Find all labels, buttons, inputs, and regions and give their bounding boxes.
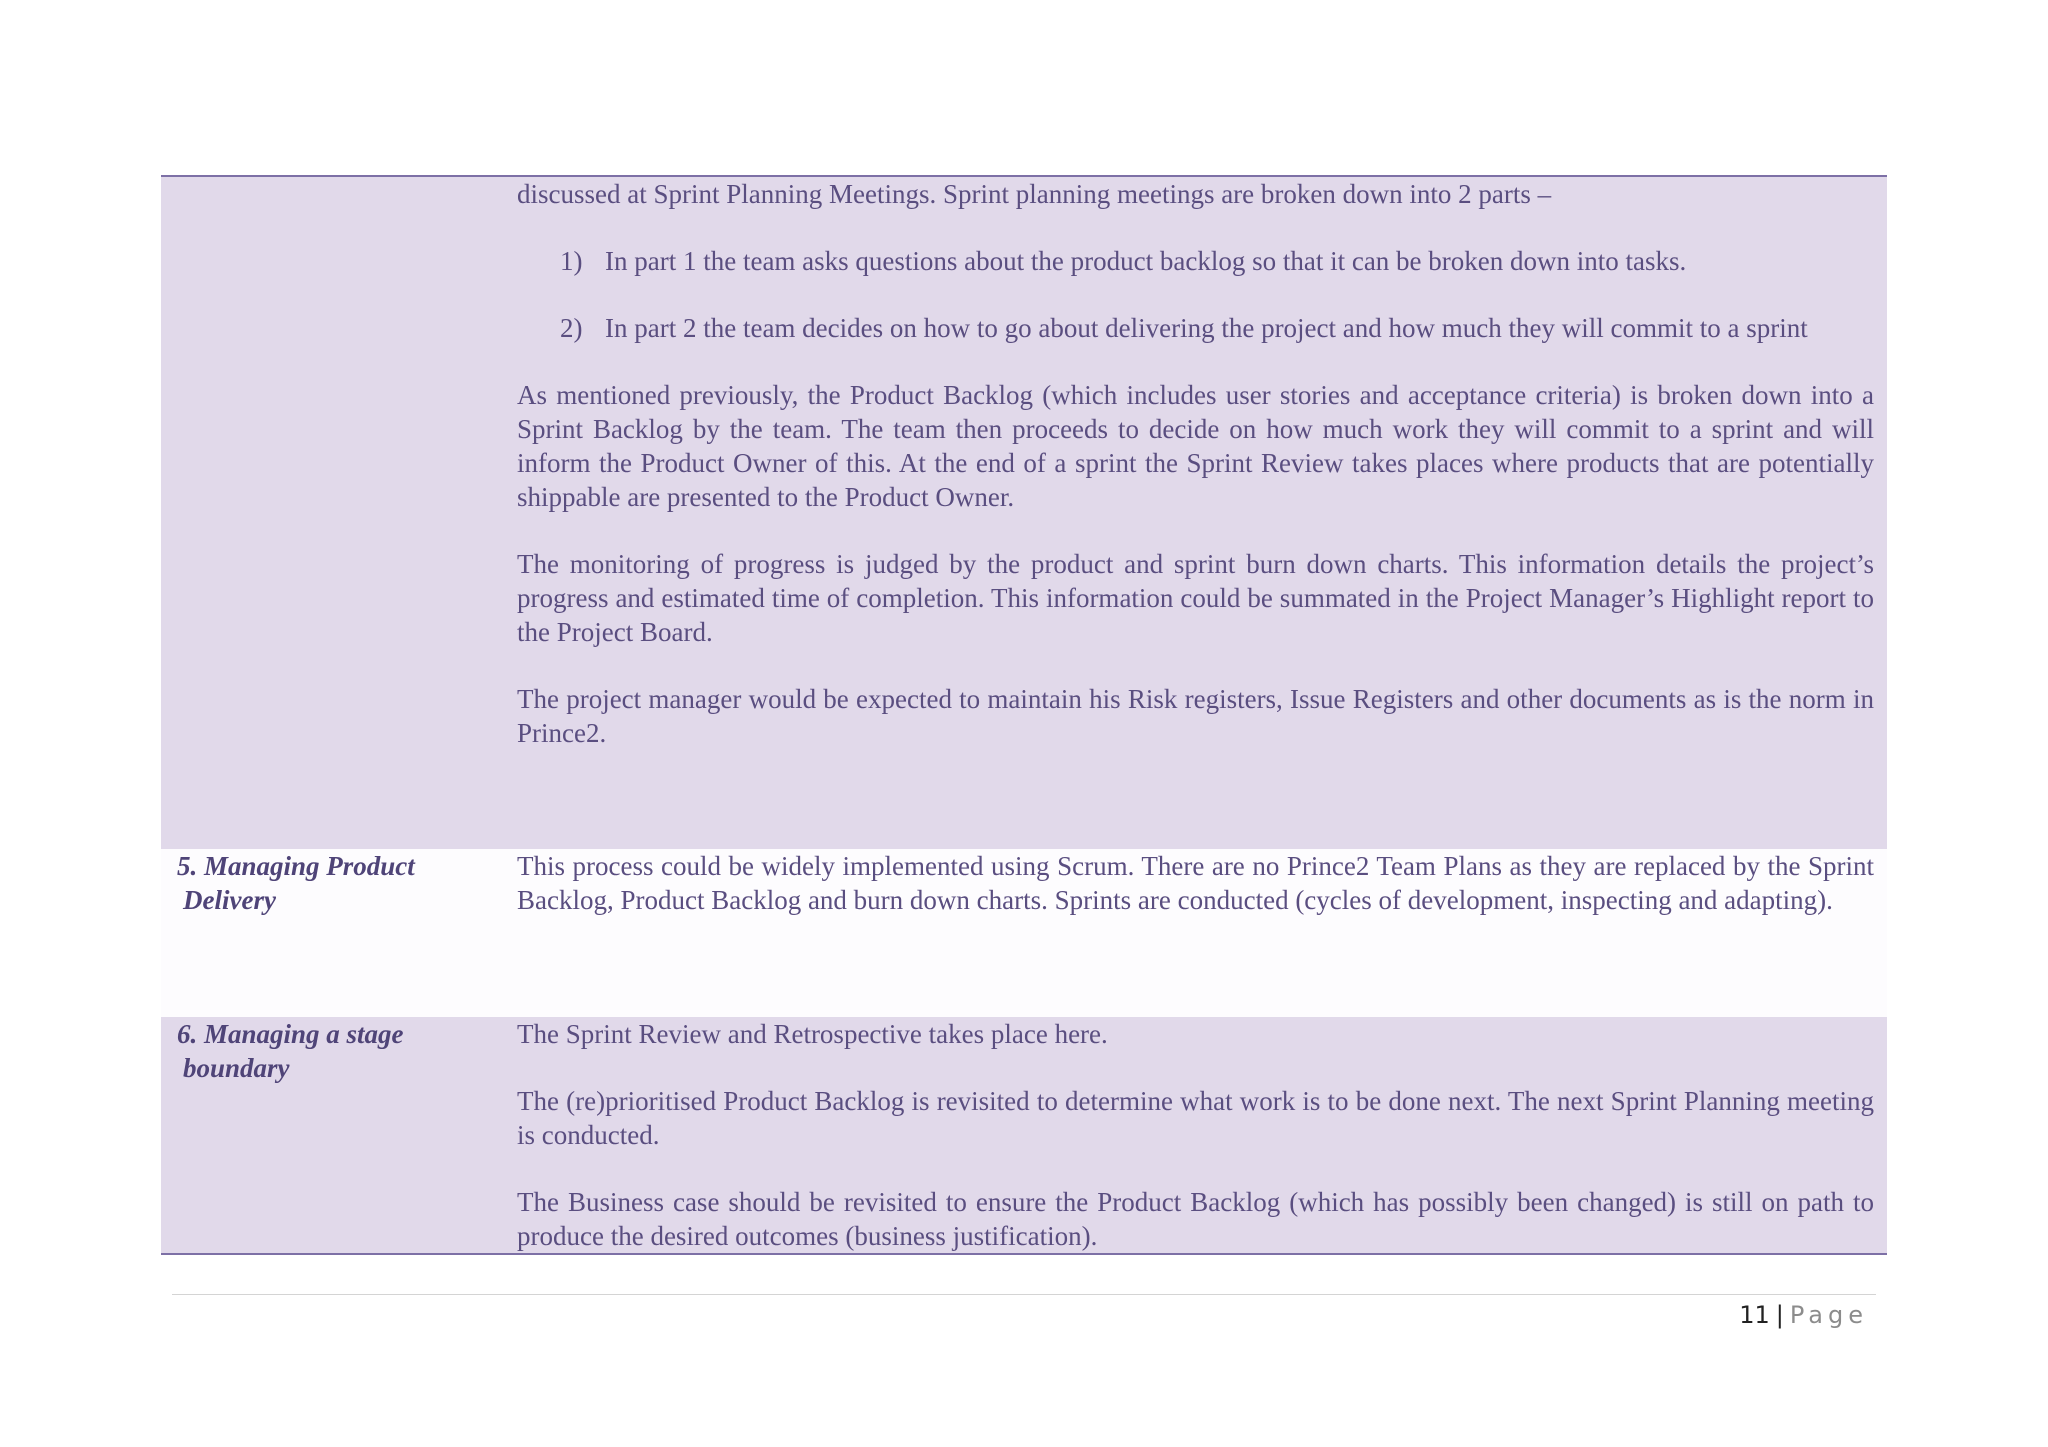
row-label-empty — [161, 177, 517, 849]
page-label: Page — [1789, 1301, 1868, 1329]
footer-separator: | — [1775, 1301, 1784, 1329]
row-content — [517, 1017, 1887, 1253]
list-text: In part 1 the team asks questions about the product backlog so that it can be broken down into tasks. — [605, 246, 1687, 276]
row-label-line: boundary — [183, 1053, 290, 1083]
row-label-line: 5. Managing Product — [177, 851, 415, 881]
list-item — [517, 244, 1874, 278]
footer-divider — [172, 1294, 1876, 1295]
paragraph: The (re)prioritised Product Backlog is revisited to determine what work is to be done next. The next Sprint Planning meeting is conducted. — [517, 1086, 1874, 1150]
list-item — [517, 311, 1874, 345]
paragraph: The project manager would be expected to maintain his Risk registers, Issue Registers and other documents as is the norm in Prince2. — [517, 684, 1874, 748]
row-label-line: Delivery — [183, 885, 276, 915]
row-content — [517, 849, 1887, 1017]
table-row-managing-stage-boundary — [161, 1017, 1887, 1253]
page-footer — [1739, 1300, 1868, 1330]
table-row-managing-product-delivery — [161, 849, 1887, 1017]
row-label — [161, 1017, 517, 1253]
process-table — [161, 175, 1887, 1255]
paragraph: As mentioned previously, the Product Backlog (which includes user stories and acceptance criteria) is broken down into a Sprint Backlog by the team. The team then proceeds to decide on how much work they will commit to a sprint and will inform the Product Owner of this. At the end of a sprint the Sprint Review takes places where products that are potentially shippable are presented to the Product Owner. — [517, 380, 1874, 512]
table-row-continued — [161, 177, 1887, 849]
paragraph: The monitoring of progress is judged by the product and sprint burn down charts. This information details the project’s progress and estimated time of completion. This information could be summated in the Project Manager’s Highlight report to the Project Board. — [517, 549, 1874, 647]
page-number: 11 — [1739, 1301, 1770, 1329]
row-content — [517, 177, 1887, 849]
paragraph: This process could be widely implemented using Scrum. There are no Prince2 Team Plans as they are replaced by the Sprint Backlog, Product Backlog and burn down charts. Sprints are conducted (cycles of development, inspecting and adapting). — [517, 851, 1874, 915]
row-label — [161, 849, 517, 1017]
paragraph: The Sprint Review and Retrospective takes place here. — [517, 1019, 1108, 1049]
list-number: 2) — [560, 313, 583, 343]
list-text: In part 2 the team decides on how to go about delivering the project and how much they will commit to a sprint — [605, 313, 1808, 343]
list-number: 1) — [560, 246, 583, 276]
paragraph: discussed at Sprint Planning Meetings. Sprint planning meetings are broken down into 2 parts – — [517, 179, 1552, 209]
paragraph: The Business case should be revisited to ensure the Product Backlog (which has possibly been changed) is still on path to produce the desired outcomes (business justification). — [517, 1187, 1874, 1251]
row-label-line: 6. Managing a stage — [177, 1019, 404, 1049]
